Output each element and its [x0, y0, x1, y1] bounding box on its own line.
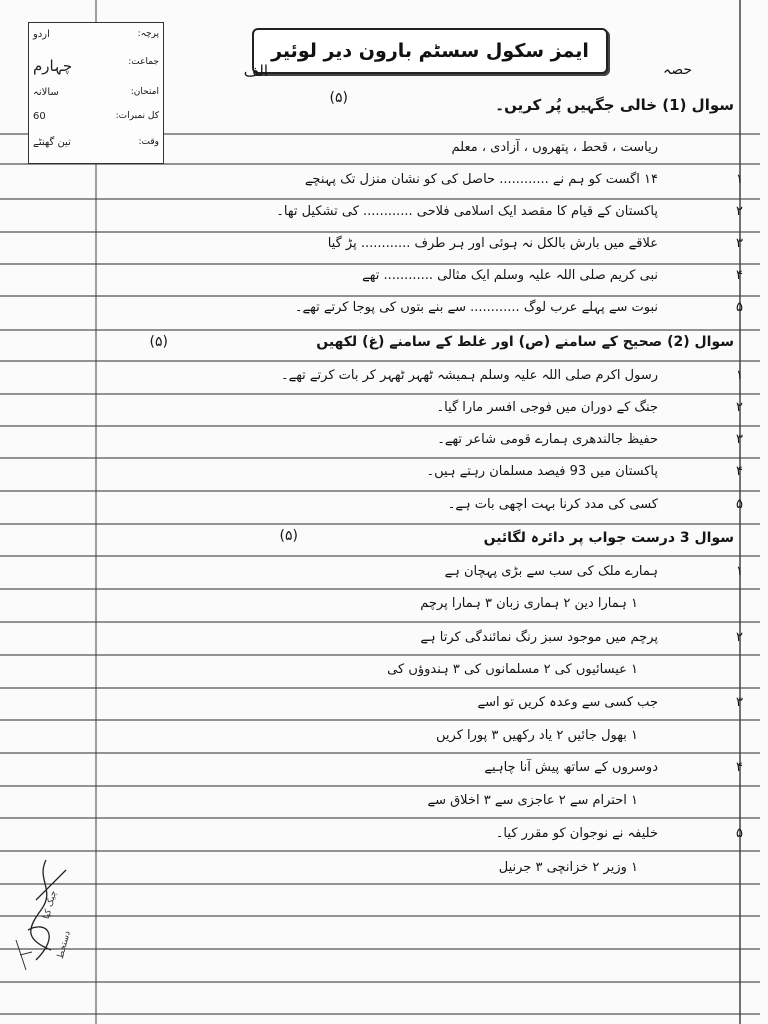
q3-item-2: پرچم میں موجود سبز رنگ نمائندگی کرتا ہے: [420, 630, 658, 645]
q3-item-1: ہمارے ملک کی سب سے بڑی پہچان ہے: [444, 564, 658, 579]
q1-heading: سوال (1) خالی جگہیں پُر کریں۔: [495, 96, 734, 114]
q2-item-4: پاکستان میں 93 فیصد مسلمان رہتے ہیں۔: [426, 464, 658, 479]
q2-item-2: جنگ کے دوران میں فوجی افسر مارا گیا۔: [436, 400, 658, 415]
part-label: الف: [243, 62, 268, 80]
info-paper: پرچہ: اردو: [33, 29, 159, 40]
q3-item-2-number: ۲: [736, 630, 743, 645]
q2-item-3-number: ۳: [736, 432, 743, 447]
q1-options: ریاست ، قحط ، پتھروں ، آزادی ، معلم: [451, 140, 658, 155]
q1-item-4: نبی کریم صلی اللہ علیہ وسلم ایک مثالی ............ تھے: [362, 268, 658, 283]
q3-item-4: دوسروں کے ساتھ پیش آنا چاہیے: [484, 760, 658, 775]
q3-item-5-options: ۱ وزیر ۲ خزانچی ۳ جرنیل: [498, 860, 638, 875]
q3-item-3-options: ۱ بھول جائیں ۲ یاد رکھیں ۳ پورا کریں: [436, 728, 638, 743]
info-total-marks: کل نمبرات: 60: [33, 111, 159, 122]
q3-item-3-number: ۳: [736, 695, 743, 710]
signature-note-1: چیک کیا: [41, 889, 60, 921]
q3-item-5-number: ۵: [736, 826, 743, 841]
q3-item-5: خلیفہ نے نوجوان کو مقرر کیا۔: [495, 826, 658, 841]
q3-item-2-options: ۱ عیسائیوں کی ۲ مسلمانوں کی ۳ ہندوؤں کی: [387, 662, 638, 677]
q3-item-4-number: ۴: [736, 760, 743, 775]
info-class: جماعت: چہارم: [33, 57, 159, 75]
q1-item-3: علاقے میں بارش بالکل نہ ہوئی اور ہر طرف ............ پڑ گیا: [327, 236, 658, 251]
q1-item-3-number: ۳: [736, 236, 743, 251]
q1-item-2-number: ۲: [736, 204, 743, 219]
q1-item-1: ۱۴ اگست کو ہم نے ............ حاصل کی کو نشان منزل تک پہنچے: [304, 172, 658, 187]
q2-heading: سوال (2) صحیح کے سامنے (ص) اور غلط کے سامنے (غ) لکھیں: [316, 334, 734, 350]
q3-marks: (۵): [279, 528, 298, 544]
q3-item-3: جب کسی سے وعدہ کریں تو اسے: [477, 695, 658, 710]
q2-item-1-number: ۱: [736, 368, 743, 383]
q1-item-1-number: ۱: [736, 172, 743, 187]
q2-item-2-number: ۲: [736, 400, 743, 415]
q1-item-5-number: ۵: [736, 300, 743, 315]
q2-item-1: رسول اکرم صلی اللہ علیہ وسلم ہمیشہ ٹھہر ٹھہر کر بات کرتے تھے۔: [280, 368, 658, 383]
q2-marks: (۵): [149, 334, 168, 350]
q2-item-5-number: ۵: [736, 497, 743, 512]
q1-marks: (۵): [329, 90, 348, 106]
q1-item-2: پاکستان کے قیام کا مقصد ایک اسلامی فلاحی ............ کی تشکیل تھا۔: [276, 204, 658, 219]
q2-item-3: حفیظ جالندھری ہمارے قومی شاعر تھے۔: [437, 432, 658, 447]
q1-item-4-number: ۴: [736, 268, 743, 283]
q3-heading: سوال 3 درست جواب پر دائرہ لگائیں: [483, 530, 734, 546]
q3-item-1-options: ۱ ہمارا دین ۲ ہماری زبان ۳ ہمارا پرچم: [420, 596, 638, 611]
section-mark: حصہ: [663, 62, 692, 78]
exam-info-box: [28, 22, 164, 164]
info-exam: امتحان: سالانہ: [33, 87, 159, 98]
signature-note-2: دستخط: [55, 929, 73, 961]
q2-item-5: کسی کی مدد کرنا بہت اچھی بات ہے۔: [447, 497, 658, 512]
q3-item-1-number: ۱: [736, 564, 743, 579]
q1-item-5: نبوت سے پہلے عرب لوگ ............ سے بنے بتوں کی پوجا کرتے تھے۔: [294, 300, 658, 315]
school-title: ایمز سکول سسٹم بارون دیر لوئیر: [252, 28, 608, 74]
info-time: وقت: تین گھنٹے: [33, 137, 159, 148]
q3-item-4-options: ۱ احترام سے ۲ عاجزی سے ۳ اخلاق سے: [427, 793, 638, 808]
q2-item-4-number: ۴: [736, 464, 743, 479]
teacher-signature: [6, 840, 86, 980]
